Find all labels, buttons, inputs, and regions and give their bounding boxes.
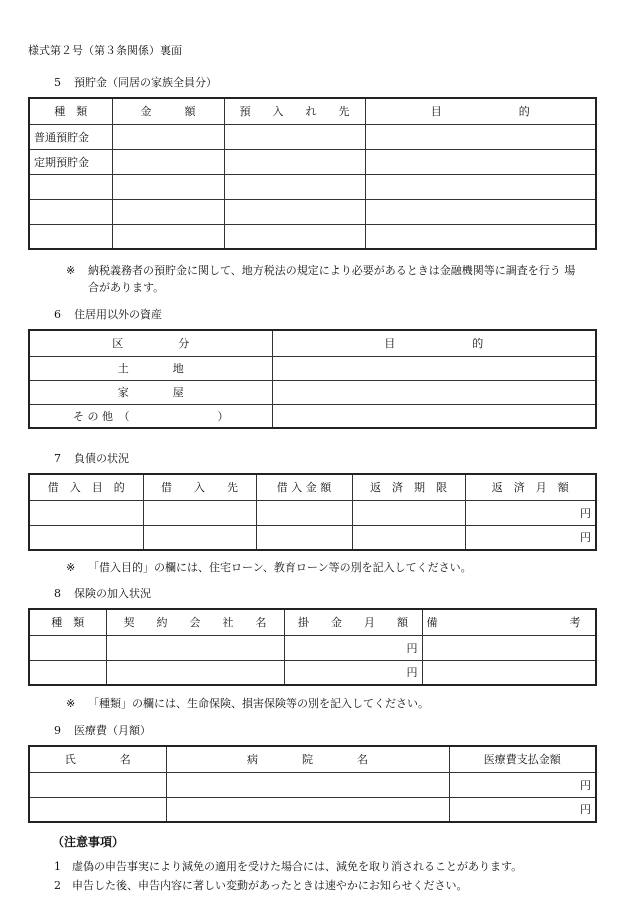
amount-cell[interactable] bbox=[112, 199, 224, 224]
note-text: 「借入目的」の欄には、住宅ローン、教育ローン等の別を記入してください。 bbox=[88, 561, 472, 574]
col-header-payment-amount: 医療費支払金額 bbox=[449, 746, 596, 772]
row-label: 普通預貯金 bbox=[29, 124, 112, 149]
type-cell[interactable] bbox=[29, 174, 112, 199]
section-7-note bbox=[66, 559, 472, 576]
hospital-cell[interactable] bbox=[166, 797, 449, 822]
bank-cell[interactable] bbox=[224, 149, 365, 174]
col-header-type: 種 類 bbox=[29, 609, 106, 635]
col-header-purpose: 目 的 bbox=[365, 98, 596, 124]
note-mark: ※ bbox=[66, 697, 76, 710]
purpose-cell[interactable] bbox=[365, 224, 596, 249]
col-header-type: 種 類 bbox=[29, 98, 112, 124]
caution-item-text: 虚偽の申告事実により減免の適用を受けた場合には、減免を取り消されることがあります。 bbox=[72, 860, 523, 873]
assets-table bbox=[28, 329, 597, 429]
monthly-repayment-cell[interactable]: 円 bbox=[465, 500, 596, 525]
type-cell[interactable] bbox=[29, 635, 106, 660]
table-header-row bbox=[29, 330, 596, 356]
purpose-cell[interactable] bbox=[365, 149, 596, 174]
table-row bbox=[29, 356, 596, 380]
note-mark: ※ bbox=[66, 561, 76, 574]
section-5-heading bbox=[54, 74, 217, 90]
table-header-row bbox=[29, 609, 596, 635]
form-title: 様式第２号（第３条関係）裏面 bbox=[28, 44, 182, 57]
table-header-row bbox=[29, 98, 596, 124]
table-row bbox=[29, 500, 596, 525]
bank-cell[interactable] bbox=[224, 174, 365, 199]
section-8-title: 保険の加入状況 bbox=[74, 587, 151, 600]
due-date-cell[interactable] bbox=[352, 500, 465, 525]
amount-cell[interactable] bbox=[112, 149, 224, 174]
lender-cell[interactable] bbox=[143, 525, 256, 550]
bank-cell[interactable] bbox=[224, 224, 365, 249]
caution-item-number: 2 bbox=[54, 879, 61, 892]
due-date-cell[interactable] bbox=[352, 525, 465, 550]
caution-item bbox=[54, 858, 522, 875]
caution-title: （注意事項） bbox=[52, 835, 125, 849]
hospital-cell[interactable] bbox=[166, 772, 449, 797]
row-label: 定期預貯金 bbox=[29, 149, 112, 174]
type-cell[interactable] bbox=[29, 199, 112, 224]
purpose-cell[interactable] bbox=[272, 356, 596, 380]
purpose-cell[interactable] bbox=[365, 174, 596, 199]
type-cell[interactable] bbox=[29, 660, 106, 685]
row-label-land: 土 地 bbox=[29, 356, 272, 380]
company-cell[interactable] bbox=[106, 660, 284, 685]
note-mark: ※ bbox=[66, 264, 76, 277]
section-8-note bbox=[66, 695, 429, 712]
note-text: 「種類」の欄には、生命保険、損害保険等の別を記入してください。 bbox=[88, 697, 429, 710]
table-row bbox=[29, 772, 596, 797]
caution-item-text: 申告した後、申告内容に著しい変動があったときは速やかにお知らせください。 bbox=[72, 879, 468, 892]
monthly-repayment-cell[interactable]: 円 bbox=[465, 525, 596, 550]
table-row bbox=[29, 149, 596, 174]
table-row bbox=[29, 380, 596, 404]
section-5-note bbox=[66, 262, 575, 296]
col-header-loan-amount: 借 入 金 額 bbox=[256, 474, 352, 500]
section-7-number: 7 bbox=[54, 452, 61, 465]
col-header-company: 契 約 会 社 名 bbox=[106, 609, 284, 635]
note-line-1: 納税義務者の預貯金に関して、地方税法の規定により必要があるときは金融機関等に調査を行う 場 bbox=[88, 264, 576, 277]
type-cell[interactable] bbox=[29, 224, 112, 249]
table-header-row bbox=[29, 474, 596, 500]
table-row bbox=[29, 797, 596, 822]
purpose-cell[interactable] bbox=[272, 380, 596, 404]
payment-amount-cell[interactable]: 円 bbox=[449, 772, 596, 797]
col-header-amount: 金 額 bbox=[112, 98, 224, 124]
premium-cell[interactable]: 円 bbox=[284, 635, 422, 660]
bank-cell[interactable] bbox=[224, 199, 365, 224]
loan-amount-cell[interactable] bbox=[256, 500, 352, 525]
col-header-remarks: 備 考 bbox=[422, 609, 596, 635]
name-cell[interactable] bbox=[29, 797, 166, 822]
table-row bbox=[29, 525, 596, 550]
row-label-house: 家 屋 bbox=[29, 380, 272, 404]
loan-amount-cell[interactable] bbox=[256, 525, 352, 550]
purpose-cell[interactable] bbox=[29, 500, 143, 525]
row-label-other: そ の 他 （ ） bbox=[29, 404, 272, 428]
table-row bbox=[29, 174, 596, 199]
table-header-row bbox=[29, 746, 596, 772]
purpose-cell[interactable] bbox=[272, 404, 596, 428]
section-6-heading bbox=[54, 306, 162, 322]
section-9-heading bbox=[54, 722, 151, 738]
company-cell[interactable] bbox=[106, 635, 284, 660]
amount-cell[interactable] bbox=[112, 224, 224, 249]
col-header-name: 氏 名 bbox=[29, 746, 166, 772]
col-header-category: 区 分 bbox=[29, 330, 272, 356]
section-7-title: 負債の状況 bbox=[74, 452, 129, 465]
section-9-number: 9 bbox=[54, 724, 61, 737]
caution-item-number: 1 bbox=[54, 860, 61, 873]
col-header-due-date: 返 済 期 限 bbox=[352, 474, 465, 500]
section-8-number: 8 bbox=[54, 587, 61, 600]
col-header-monthly-repayment: 返 済 月 額 bbox=[465, 474, 596, 500]
col-header-purpose: 借 入 目 的 bbox=[29, 474, 143, 500]
section-8-heading bbox=[54, 585, 151, 601]
section-9-title: 医療費（月額） bbox=[74, 724, 151, 737]
amount-cell[interactable] bbox=[112, 174, 224, 199]
lender-cell[interactable] bbox=[143, 500, 256, 525]
debt-table bbox=[28, 473, 597, 551]
caution-item bbox=[54, 877, 468, 894]
table-row bbox=[29, 124, 596, 149]
table-row bbox=[29, 660, 596, 685]
premium-cell[interactable]: 円 bbox=[284, 660, 422, 685]
name-cell[interactable] bbox=[29, 772, 166, 797]
savings-table bbox=[28, 97, 597, 250]
table-row bbox=[29, 199, 596, 224]
insurance-table bbox=[28, 608, 597, 686]
section-6-number: 6 bbox=[54, 308, 61, 321]
table-row bbox=[29, 404, 596, 428]
col-header-bank: 預 入 れ 先 bbox=[224, 98, 365, 124]
section-5-number: 5 bbox=[54, 76, 61, 89]
purpose-cell[interactable] bbox=[29, 525, 143, 550]
section-6-title: 住居用以外の資産 bbox=[74, 308, 162, 321]
col-header-hospital: 病 院 名 bbox=[166, 746, 449, 772]
purpose-cell[interactable] bbox=[365, 199, 596, 224]
section-5-title: 預貯金（同居の家族全員分） bbox=[74, 76, 217, 89]
remarks-cell[interactable] bbox=[422, 660, 596, 685]
amount-cell[interactable] bbox=[112, 124, 224, 149]
col-header-premium: 掛 金 月 額 bbox=[284, 609, 422, 635]
table-row bbox=[29, 224, 596, 249]
note-line-2: 合があります。 bbox=[88, 281, 165, 294]
col-header-purpose: 目 的 bbox=[272, 330, 596, 356]
purpose-cell[interactable] bbox=[365, 124, 596, 149]
medical-expenses-table bbox=[28, 745, 597, 823]
bank-cell[interactable] bbox=[224, 124, 365, 149]
remarks-cell[interactable] bbox=[422, 635, 596, 660]
col-header-lender: 借 入 先 bbox=[143, 474, 256, 500]
payment-amount-cell[interactable]: 円 bbox=[449, 797, 596, 822]
table-row bbox=[29, 635, 596, 660]
section-7-heading bbox=[54, 450, 129, 466]
